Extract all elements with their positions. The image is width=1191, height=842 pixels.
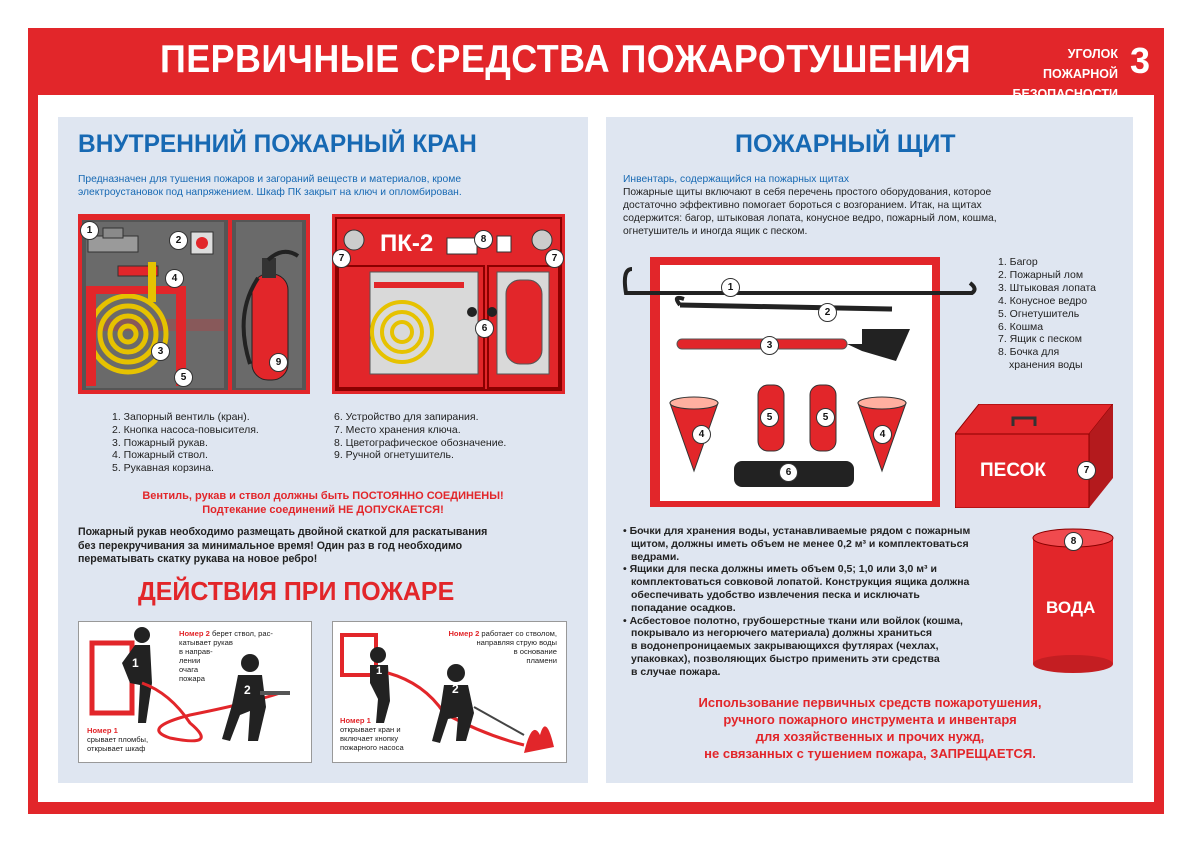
legend-item: 7. Ящик с песком — [998, 333, 1082, 346]
right-subheading: Инвентарь, содержащийся на пожарных щитах — [623, 174, 849, 185]
list-item: 2. Кнопка насоса-повысителя. — [112, 423, 259, 436]
callout-1: 1 — [721, 278, 740, 297]
rule-line: обеспечивать удобство извлечения песка и исключать — [631, 588, 920, 601]
callout-3: 3 — [760, 336, 779, 355]
hose-line: Пожарный рукав необходимо размещать двойной скаткой для раскатывания — [78, 526, 488, 538]
scene1-top-rest: берет ствол, рас- — [209, 629, 273, 638]
scene-text-line: очага — [179, 665, 199, 674]
rule-bullet: • Ящики для песка должны иметь объем 0,5; 1,0 или 3,0 м³ и комплектоваться совковой лопатой. Конструкция ящика должна обеспечивать удобство извлечения песка и исключать попадание осадков. — [623, 563, 970, 614]
callout-3: 3 — [151, 342, 170, 361]
callout-9: 9 — [269, 353, 288, 372]
rule-line: в водонепроницаемых закрывающихся футлярах (чехлах, — [631, 640, 939, 653]
component-list-a — [112, 411, 259, 475]
corner-number: 3 — [1130, 40, 1151, 81]
usage-prohibition — [622, 694, 1118, 762]
connection-warning — [78, 490, 568, 517]
figure-number-2: 2 — [244, 683, 251, 697]
rule-line: ведрами. — [631, 550, 680, 563]
list-item: 6. Устройство для запирания. — [334, 411, 479, 423]
warning-line: Вентиль, рукав и ствол должны быть ПОСТОЯННО СОЕДИНЕНЫ! — [142, 490, 504, 502]
board-legend — [998, 256, 1096, 372]
callout-5: 5 — [760, 408, 779, 427]
scene2-top-who: Номер 2 — [448, 629, 480, 638]
left-intro-line: Предназначен для тушения пожаров и загораний веществ и материалов, кроме — [78, 174, 462, 185]
scene-text-line: в направ- — [179, 647, 213, 656]
water-label: ВОДА — [1046, 598, 1096, 617]
list-item: 8. Цветографическое обозначение. — [334, 436, 507, 449]
list-item: 3. Пожарный рукав. — [112, 436, 208, 449]
storage-rules — [623, 525, 970, 679]
rule-line: щитом, должны иметь объем не менее 0,2 м³ и комплектоваться — [631, 537, 969, 550]
legend-item: 3. Штыковая лопата — [998, 281, 1097, 294]
corner-line-2: БЕЗОПАСНОСТИ — [1012, 87, 1118, 101]
legend-item: 8. Бочка для — [998, 346, 1060, 359]
rule-line: комплектоваться совковой лопатой. Конструкция ящика должна — [631, 576, 970, 589]
corner-line-1: УГОЛОК ПОЖАРНОЙ — [1043, 47, 1118, 81]
scene-text-line: в основание — [513, 647, 557, 656]
rule-line: покрывало из негорючего материала) должны храниться — [631, 627, 933, 640]
left-intro — [78, 173, 462, 199]
prohibition-line: для хозяйственных и прочих нужд, — [755, 729, 985, 744]
scene-text-line: лении — [179, 656, 201, 665]
callout-6: 6 — [475, 319, 494, 338]
sand-label: ПЕСОК — [980, 460, 1046, 481]
hose-line: без перекручивания за минимальное время! Один раз в год необходимо — [78, 539, 463, 552]
legend-item: 5. Огнетушитель — [998, 307, 1080, 320]
sand-box-illustration — [955, 404, 1113, 508]
scene2-top-text — [425, 629, 557, 665]
callout-1: 1 — [80, 221, 99, 240]
legend-item: 1. Багор — [998, 256, 1038, 268]
scene1-bottom-who: Номер 1 — [87, 726, 118, 735]
right-intro-line: достаточно эффективно помогает бороться с возгоранием. Итак, на щитах — [623, 200, 982, 211]
callout-7: 7 — [332, 249, 351, 268]
rule-bullet: • Бочки для хранения воды, устанавливаемые рядом с пожарным щитом, должны иметь объем не менее 0,2 м³ и комплектоваться ведрами. — [623, 525, 971, 563]
scene-text-line: направляя струю воды — [476, 638, 557, 647]
fire-board-illustration — [622, 253, 982, 511]
callout-4: 4 — [873, 425, 892, 444]
callout-8: 8 — [1064, 532, 1083, 551]
list-item: 1. Запорный вентиль (кран). — [112, 411, 250, 423]
right-intro-line: содержится: багор, штыковая лопата, конусное ведро, пожарный лом, кошма, — [623, 213, 997, 224]
figure-number-1: 1 — [132, 656, 139, 670]
scene-text-line: пожара — [179, 674, 205, 683]
scene1-top-who: Номер 2 — [179, 629, 210, 638]
legend-item: 4. Конусное ведро — [998, 294, 1088, 307]
rule-line: Бочки для хранения воды, устанавливаемые рядом с пожарным — [629, 525, 971, 537]
scene1-top-text — [179, 629, 273, 683]
callout-5: 5 — [174, 368, 193, 387]
hose-line: перематывать скатку рукава на новое ребро! — [78, 553, 318, 565]
scene-text-line: включает кнопку — [340, 734, 399, 743]
closed-hydrant-cabinet-illustration — [332, 214, 565, 394]
rule-line: Ящики для песка должны иметь объем 0,5; 1,0 или 3,0 м³ и — [629, 563, 937, 576]
actions-heading: ДЕЙСТВИЯ ПРИ ПОЖАРЕ — [138, 576, 455, 606]
rule-line: упаковках), позволяющих быстро применить эти средства — [631, 652, 940, 665]
rule-line: в случае пожара. — [631, 665, 721, 678]
page-title: ПЕРВИЧНЫЕ СРЕДСТВА ПОЖАРОТУШЕНИЯ — [160, 38, 972, 81]
figure-number-2: 2 — [452, 682, 459, 696]
scene-text-line: срывает пломбы, — [87, 735, 149, 744]
legend-item: 6. Кошма — [998, 320, 1044, 333]
callout-7: 7 — [1077, 461, 1096, 480]
list-item: 5. Рукавная корзина. — [112, 462, 214, 475]
warning-line: Подтекание соединений НЕ ДОПУСКАЕТСЯ! — [202, 503, 444, 516]
callout-4: 4 — [692, 425, 711, 444]
left-intro-line: электроустановок под напряжением. Шкаф ПК закрыт на ключ и опломбирован. — [78, 187, 462, 198]
right-intro — [623, 173, 997, 238]
scene2-bottom-text — [340, 716, 404, 752]
cabinet-label: ПК-2 — [380, 230, 434, 257]
rule-line: попадание осадков. — [631, 601, 736, 614]
callout-2: 2 — [169, 231, 188, 250]
scene2-bottom-who: Номер 1 — [340, 716, 371, 725]
rule-line: Асбестовое полотно, грубошерстные ткани или войлок (кошма, — [629, 614, 963, 627]
prohibition-line: Использование первичных средств пожаротушения, — [698, 695, 1042, 710]
callout-6: 6 — [779, 463, 798, 482]
callout-7: 7 — [545, 249, 564, 268]
right-intro-line: огнетушитель и иногда ящик с песком. — [623, 226, 808, 237]
scene-text-line: пламени — [526, 656, 557, 665]
callout-4: 4 — [165, 269, 184, 288]
callout-2: 2 — [818, 303, 837, 322]
prohibition-line: ручного пожарного инструмента и инвентаря — [723, 712, 1017, 727]
scene2-top-rest: работает со стволом, — [479, 629, 557, 638]
callout-8: 8 — [474, 230, 493, 249]
list-item: 7. Место хранения ключа. — [334, 423, 461, 436]
scene-text-line: открывает кран и — [340, 725, 401, 734]
prohibition-line: не связанных с тушением пожара, ЗАПРЕЩАЕТСЯ. — [704, 746, 1036, 761]
scene1-bottom-text — [87, 726, 148, 753]
corner-caption — [994, 44, 1118, 104]
right-intro-line: Пожарные щиты включают в себя перечень простого оборудования, которое — [623, 187, 992, 198]
rule-bullet: • Асбестовое полотно, грубошерстные ткани или войлок (кошма, покрывало из негорючего материала) должны храниться в водонепроницаемых закрывающихся футлярах (чехлах, упаковках), позволяющих быстро применить эти средства в случае пожара. — [623, 615, 970, 679]
right-heading: ПОЖАРНЫЙ ЩИТ — [735, 130, 956, 158]
list-item: 4. Пожарный ствол. — [112, 449, 208, 462]
component-list-b — [334, 411, 506, 462]
scene-text-line: катывает рукав — [179, 638, 233, 647]
scene-text-line: пожарного насоса — [340, 743, 404, 752]
figure-number-1: 1 — [376, 665, 383, 677]
hose-instructions — [78, 526, 487, 567]
callout-5: 5 — [816, 408, 835, 427]
list-item: 9. Ручной огнетушитель. — [334, 449, 454, 462]
left-heading: ВНУТРЕННИЙ ПОЖАРНЫЙ КРАН — [78, 130, 477, 158]
legend-item: 2. Пожарный лом — [998, 268, 1084, 281]
scene-text-line: открывает шкаф — [87, 744, 146, 753]
legend-item: хранения воды — [1009, 359, 1083, 372]
